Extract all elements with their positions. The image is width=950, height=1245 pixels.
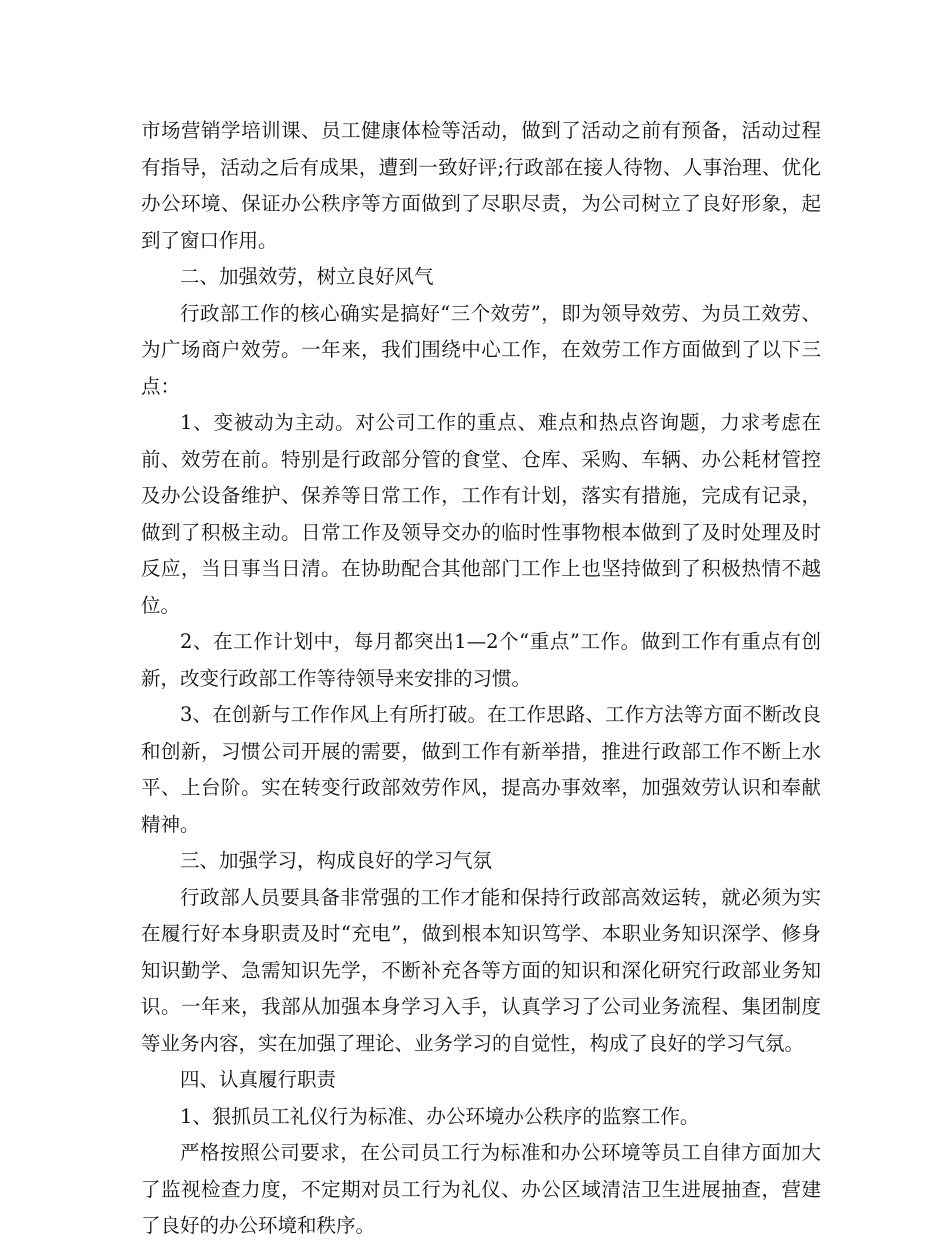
paragraph-6: 3、在创新与工作作风上有所打破。在工作思路、工作方法等方面不断改良和创新，习惯公司开展的需要，做到工作有新举措，推进行政部工作不断上水平、上台阶。实在转变行政部效劳作风，提高办事效率，加强效劳认识和奉献精神。 [141,703,821,836]
section-heading-3: 三、加强学习，构成良好的学习气氛 [180,849,493,872]
paragraph-11: 严格按照公司要求，在公司员工行为标准和办公环境等员工自律方面加大了监视检查力度，不定期对员工行为礼仪、办公区域清洁卫生进展抽查，营建了良好的办公环境和秩序。 [141,1141,821,1237]
section-heading-4: 四、认真履行职责 [180,1068,337,1091]
paragraph-3: 行政部工作的核心确实是搞好“三个效劳”，即为领导效劳、为员工效劳、为广场商户效劳。一年来，我们围绕中心工作，在效劳工作方面做到了以下三点： [141,301,821,398]
section-heading-2: 二、加强效劳，树立良好风气 [180,265,434,288]
document-body [141,113,821,1245]
paragraph-8: 行政部人员要具备非常强的工作才能和保持行政部高效运转，就必须为实在履行好本身职责及时“充电”，做到根本知识笃学、本职业务知识深学、修身知识勤学、急需知识先学，不断补充各等方面的知识和深化研究行政部业务知识。一年来，我部从加强本身学习入手，认真学习了公司业务流程、集团制度等业务内容，实在加强了理论、业务学习的自觉性，构成了良好的学习气氛。 [141,885,821,1055]
paragraph-1: 市场营销学培训课、员工健康体检等活动，做到了活动之前有预备，活动过程有指导，活动之后有成果，遭到一致好评;行政部在接人待物、人事治理、优化办公环境、保证办公秩序等方面做到了尽职尽责，为公司树立了良好形象，起到了窗口作用。 [141,119,821,252]
paragraph-4: 1、变被动为主动。对公司工作的重点、难点和热点咨询题，力求考虑在前、效劳在前。特别是行政部分管的食堂、仓库、采购、车辆、办公耗材管控及办公设备维护、保养等日常工作，工作有计划，落实有措施，完成有记录，做到了积极主动。日常工作及领导交办的临时性事物根本做到了及时处理及时反应，当日事当日清。在协助配合其他部门工作上也坚持做到了积极热情不越位。 [141,411,821,617]
paragraph-10: 1、狠抓员工礼仪行为标准、办公环境办公秩序的监察工作。 [180,1104,700,1128]
paragraph-5: 2、在工作计划中，每月都突出1—2个“重点”工作。做到工作有重点有创新，改变行政部工作等待领导来安排的习惯。 [141,630,821,690]
